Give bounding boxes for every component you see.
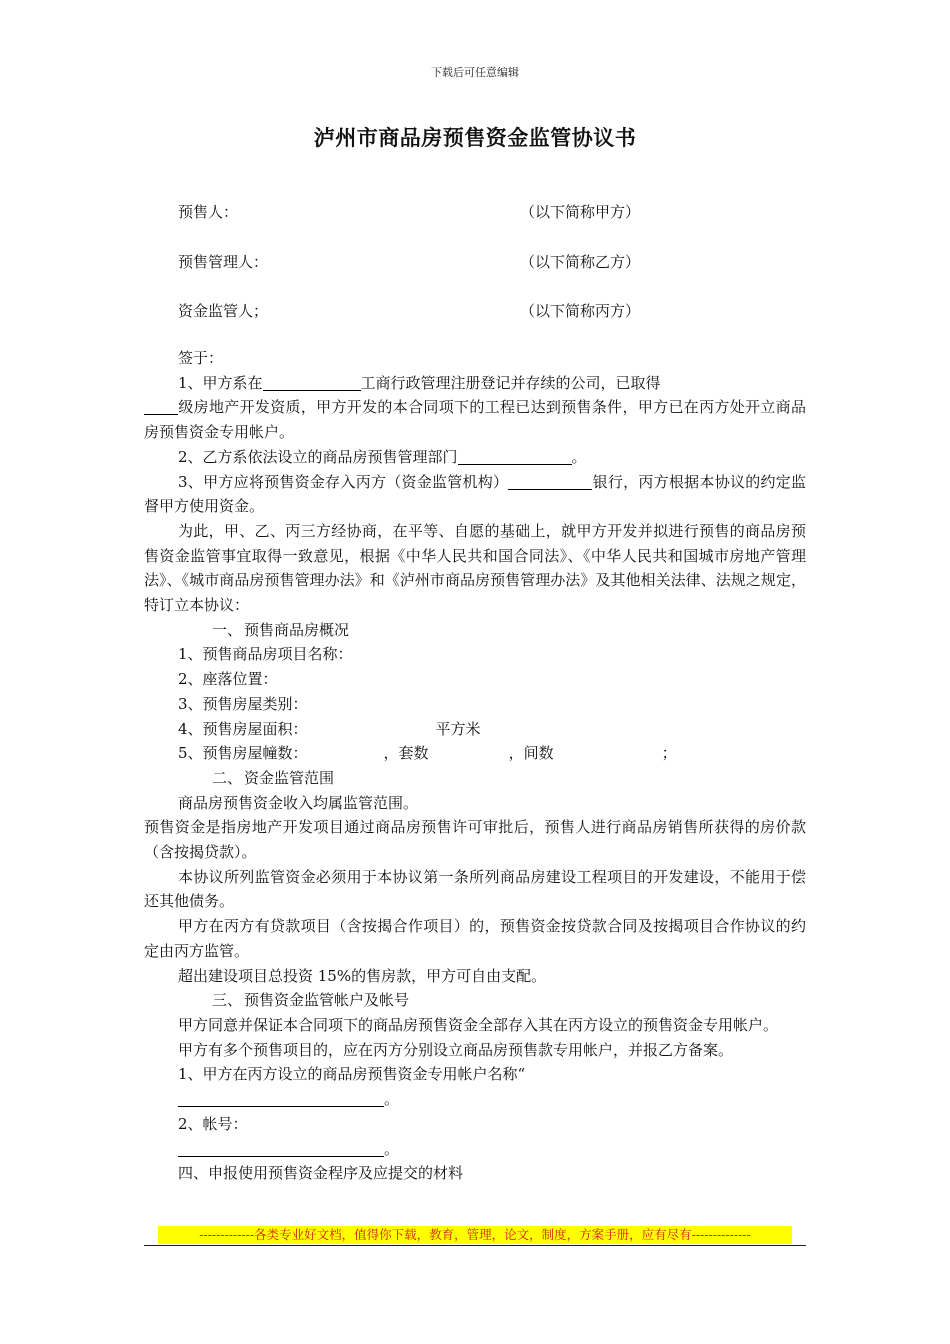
overview-item-5-label: 5、预售房屋幢数： — [178, 744, 308, 763]
scope-paragraph-4: 甲方在丙方有贷款项目（含按揭合作项目）的，预售资金按贷款合同及按揭项目合作协议的约定由丙方监管。 — [144, 917, 806, 960]
section-2-number: 二、 — [212, 768, 243, 787]
overview-item-5-units: ，套数 — [383, 744, 429, 763]
overview-item-5-rooms: ，间数 — [508, 744, 554, 763]
blank-management-dept — [458, 448, 572, 465]
clause-3-text-a: 3、甲方应将预售资金存入丙方（资金监管机构） — [178, 472, 509, 491]
blank-qualification-level — [144, 398, 178, 415]
preamble-paragraph: 为此，甲、乙、丙三方经协商，在平等、自愿的基础上，就甲方开发并拟进行预售的商品房预售资金监管事宜取得一致意见，根据《中华人民共和国合同法》、《中华人民共和国城市房地产管理法》、《城市商品房预售管理办法》和《泸州市商品房预售管理办法》及其他相关法律、法规之规定，特订立本协议： — [144, 521, 806, 615]
signed-at: 签于： — [178, 349, 224, 367]
section-1-heading — [144, 618, 806, 643]
account-name-line — [144, 1087, 806, 1112]
party-supervisor-label: 资金监管人； — [178, 302, 269, 320]
clause-1-text-c: 级房地产开发资质，甲方开发的本合同项下的工程已达到预售条件，甲方已在丙方处开立商品房预售资金专用帐户。 — [144, 398, 806, 442]
scope-paragraph-2: 预售资金是指房地产开发项目通过商品房预售许可审批后，预售人进行商品房销售所获得的房价款（含按揭贷款）。 — [144, 818, 806, 862]
account-number-line — [144, 1137, 806, 1162]
overview-item-3: 3、预售房屋类别： — [178, 694, 308, 713]
section-3-title: 预售资金监管帐户及帐号 — [244, 991, 410, 1010]
clause-2-text-a: 2、乙方系依法设立的商品房预售管理部门 — [178, 447, 458, 466]
document-title: 泸州市商品房预售资金监管协议书 — [313, 125, 637, 150]
account-item-2: 2、帐号： — [178, 1114, 248, 1133]
section-3-heading — [144, 988, 806, 1013]
overview-item-4-label: 4、预售房屋面积： — [178, 719, 308, 738]
overview-item-1: 1、预售商品房项目名称： — [178, 645, 353, 664]
blank-registration-place — [263, 374, 361, 391]
header-note: 下载后可任意编辑 — [431, 66, 519, 79]
agreement-body — [144, 346, 806, 1186]
section-3-number: 三、 — [212, 991, 243, 1010]
blank-account-name — [178, 1090, 384, 1107]
account-number-end: 。 — [384, 1139, 400, 1158]
account-item-1: 1、甲方在丙方设立的商品房预售资金专用帐户名称“ — [178, 1065, 526, 1084]
clause-3 — [144, 470, 806, 519]
account-name-end: 。 — [384, 1090, 400, 1109]
section-2-heading — [144, 766, 806, 791]
clause-1-text-a: 1、甲方系在 — [178, 373, 263, 392]
overview-item-5-end: ； — [661, 744, 677, 763]
scope-paragraph-5: 超出建设项目总投资 15%的售房款，甲方可自由支配。 — [178, 966, 547, 985]
overview-item-4 — [144, 717, 806, 742]
footer-banner: -------------各类专业好文档，值得你下载，教育，管理，论文，制度，方案手册，应有尽有-------------- — [158, 1226, 792, 1244]
blank-bank-name — [508, 473, 592, 490]
party-manager-note: （以下简称乙方） — [520, 253, 641, 271]
section-2-title: 资金监管范围 — [244, 768, 335, 787]
clause-1 — [144, 371, 806, 445]
party-seller-note: （以下简称甲方） — [520, 203, 641, 221]
party-seller-label: 预售人： — [178, 203, 239, 221]
clause-1-text-b: 工商行政管理注册登记并存续的公司，已取得 — [360, 373, 661, 392]
overview-item-2: 2、座落位置： — [178, 670, 278, 689]
party-manager-label: 预售管理人： — [178, 253, 269, 271]
overview-item-4-unit: 平方米 — [435, 719, 481, 738]
clause-2-text-b: 。 — [571, 447, 587, 466]
blank-account-number — [178, 1140, 384, 1157]
section-1-title: 预售商品房概况 — [244, 620, 350, 639]
scope-paragraph-1: 商品房预售资金收入均属监管范围。 — [178, 793, 419, 812]
section-4-heading: 四、申报使用预售资金程序及应提交的材料 — [178, 1164, 464, 1183]
clause-2 — [144, 445, 806, 470]
section-1-number: 一、 — [212, 620, 243, 639]
account-paragraph-2: 甲方有多个预售项目的，应在丙方分别设立商品房预售款专用帐户，并报乙方备案。 — [178, 1040, 734, 1059]
footer-rule — [144, 1245, 806, 1246]
clause-3-text-b: 银行，丙方根据本协议的约定监督甲方使用资金。 — [144, 472, 806, 516]
scope-paragraph-3: 本协议所列监管资金必须用于本协议第一条所列商品房建设工程项目的开发建设，不能用于偿还其他债务。 — [144, 867, 806, 911]
account-paragraph-1: 甲方同意并保证本合同项下的商品房预售资金全部存入其在丙方设立的预售资金专用帐户。 — [178, 1015, 779, 1034]
party-supervisor-note: （以下简称丙方） — [520, 302, 641, 320]
overview-item-5 — [144, 741, 806, 766]
